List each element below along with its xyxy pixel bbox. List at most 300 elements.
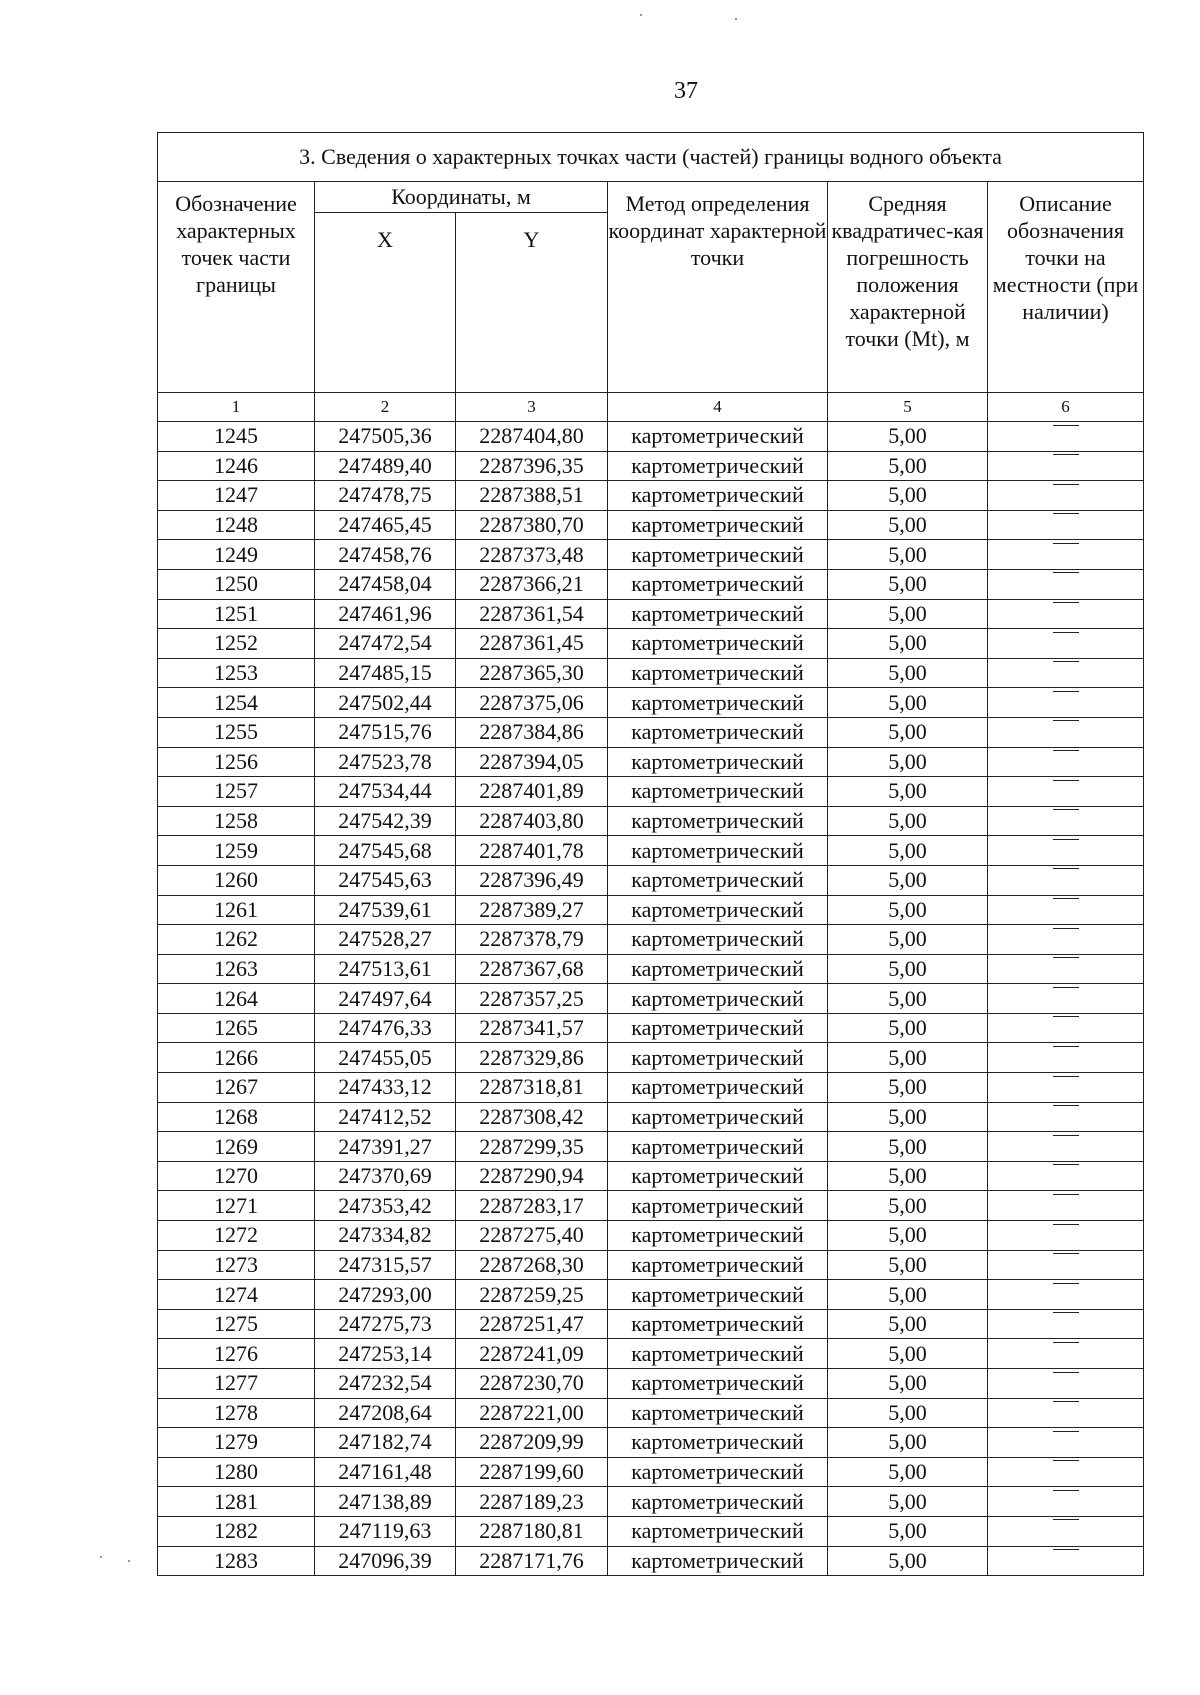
coord-y: 2287396,49 (456, 865, 608, 895)
method-cell: картометрический (608, 1428, 828, 1458)
coord-x: 247478,75 (315, 481, 456, 511)
coord-y: 2287361,54 (456, 599, 608, 629)
section-title: 3. Сведения о характерных точках части (частей) границы водного объекта (158, 133, 1144, 182)
coord-y: 2287403,80 (456, 806, 608, 836)
coord-x: 247182,74 (315, 1428, 456, 1458)
point-id: 1279 (158, 1428, 315, 1458)
mean-error-cell: 5,00 (828, 569, 988, 599)
method-cell: картометрический (608, 481, 828, 511)
dash-mark (1053, 987, 1079, 1012)
coord-y: 2287394,05 (456, 747, 608, 777)
coord-y: 2287241,09 (456, 1339, 608, 1369)
coord-x: 247545,63 (315, 865, 456, 895)
description-cell (988, 865, 1144, 895)
coord-x: 247497,64 (315, 984, 456, 1014)
description-cell (988, 658, 1144, 688)
method-cell: картометрический (608, 836, 828, 866)
table-row (158, 658, 1144, 688)
coord-y: 2287361,45 (456, 629, 608, 659)
method-cell: картометрический (608, 658, 828, 688)
coord-x: 247545,68 (315, 836, 456, 866)
description-cell (988, 1250, 1144, 1280)
description-cell (988, 1546, 1144, 1576)
point-id: 1248 (158, 510, 315, 540)
coord-x: 247485,15 (315, 658, 456, 688)
coord-y: 2287189,23 (456, 1487, 608, 1517)
coord-y: 2287404,80 (456, 422, 608, 452)
mean-error-cell: 5,00 (828, 1132, 988, 1162)
mean-error-cell: 5,00 (828, 1457, 988, 1487)
mean-error-cell: 5,00 (828, 865, 988, 895)
dash-mark (1053, 809, 1079, 834)
coord-x: 247458,76 (315, 540, 456, 570)
boundary-points-table (157, 132, 1144, 1576)
method-cell: картометрический (608, 688, 828, 718)
method-cell: картометрический (608, 1487, 828, 1517)
point-id: 1247 (158, 481, 315, 511)
coord-y: 2287318,81 (456, 1073, 608, 1103)
description-cell (988, 1280, 1144, 1310)
point-id: 1246 (158, 451, 315, 481)
coord-y: 2287388,51 (456, 481, 608, 511)
table-row (158, 1487, 1144, 1517)
mean-error-cell: 5,00 (828, 984, 988, 1014)
coord-x: 247253,14 (315, 1339, 456, 1369)
method-cell: картометрический (608, 1250, 828, 1280)
column-number: 2 (315, 393, 456, 422)
mean-error-cell: 5,00 (828, 1161, 988, 1191)
mean-error-cell: 5,00 (828, 777, 988, 807)
coord-y: 2287378,79 (456, 925, 608, 955)
dash-mark (1053, 1372, 1079, 1397)
point-id: 1259 (158, 836, 315, 866)
column-number: 5 (828, 393, 988, 422)
description-cell (988, 1457, 1144, 1487)
point-id: 1254 (158, 688, 315, 718)
table-row (158, 747, 1144, 777)
point-id: 1271 (158, 1191, 315, 1221)
dash-mark (1053, 1224, 1079, 1249)
table-row (158, 1221, 1144, 1251)
point-id: 1261 (158, 895, 315, 925)
method-cell: картометрический (608, 747, 828, 777)
mean-error-cell: 5,00 (828, 836, 988, 866)
dash-mark (1053, 1253, 1079, 1278)
dash-mark (1053, 1164, 1079, 1189)
coord-x: 247523,78 (315, 747, 456, 777)
coord-x: 247505,36 (315, 422, 456, 452)
column-number: 6 (988, 393, 1144, 422)
coord-x: 247542,39 (315, 806, 456, 836)
dash-mark (1053, 1105, 1079, 1130)
description-cell (988, 569, 1144, 599)
point-id: 1277 (158, 1369, 315, 1399)
table-body (158, 422, 1144, 1576)
header-coordinates: Координаты, м (315, 182, 608, 213)
point-id: 1266 (158, 1043, 315, 1073)
mean-error-cell: 5,00 (828, 1280, 988, 1310)
dash-mark (1053, 425, 1079, 450)
dash-mark (1053, 1135, 1079, 1160)
coord-y: 2287366,21 (456, 569, 608, 599)
mean-error-cell: 5,00 (828, 925, 988, 955)
description-cell (988, 777, 1144, 807)
description-cell (988, 984, 1144, 1014)
table-row (158, 422, 1144, 452)
description-cell (988, 1073, 1144, 1103)
coord-x: 247433,12 (315, 1073, 456, 1103)
dash-mark (1053, 1342, 1079, 1367)
table-row (158, 451, 1144, 481)
table-row (158, 1309, 1144, 1339)
coord-x: 247455,05 (315, 1043, 456, 1073)
description-cell (988, 1398, 1144, 1428)
method-cell: картометрический (608, 1516, 828, 1546)
dash-mark (1053, 1076, 1079, 1101)
description-cell (988, 1161, 1144, 1191)
description-cell (988, 1339, 1144, 1369)
header-method: Метод определения координат характерной точки (608, 182, 828, 393)
table-row (158, 569, 1144, 599)
dash-mark (1053, 454, 1079, 479)
mean-error-cell: 5,00 (828, 1250, 988, 1280)
dash-mark (1053, 957, 1079, 982)
scan-speck (128, 1560, 130, 1562)
method-cell: картометрический (608, 895, 828, 925)
point-id: 1270 (158, 1161, 315, 1191)
method-cell: картометрический (608, 629, 828, 659)
point-id: 1260 (158, 865, 315, 895)
mean-error-cell: 5,00 (828, 1398, 988, 1428)
method-cell: картометрический (608, 865, 828, 895)
table-row (158, 1428, 1144, 1458)
coord-y: 2287375,06 (456, 688, 608, 718)
mean-error-cell: 5,00 (828, 422, 988, 452)
mean-error-cell: 5,00 (828, 510, 988, 540)
coord-y: 2287308,42 (456, 1102, 608, 1132)
coord-x: 247412,52 (315, 1102, 456, 1132)
table-row (158, 1191, 1144, 1221)
coord-y: 2287199,60 (456, 1457, 608, 1487)
method-cell: картометрический (608, 717, 828, 747)
coord-y: 2287357,25 (456, 984, 608, 1014)
header-y: Y (456, 213, 608, 393)
description-cell (988, 806, 1144, 836)
coord-x: 247513,61 (315, 954, 456, 984)
description-cell (988, 836, 1144, 866)
coord-x: 247232,54 (315, 1369, 456, 1399)
coord-y: 2287401,78 (456, 836, 608, 866)
coord-x: 247161,48 (315, 1457, 456, 1487)
method-cell: картометрический (608, 1398, 828, 1428)
dash-mark (1053, 1016, 1079, 1041)
method-cell: картометрический (608, 1309, 828, 1339)
dash-mark (1053, 1312, 1079, 1337)
mean-error-cell: 5,00 (828, 1546, 988, 1576)
description-cell (988, 1191, 1144, 1221)
column-number: 1 (158, 393, 315, 422)
mean-error-cell: 5,00 (828, 599, 988, 629)
mean-error-cell: 5,00 (828, 688, 988, 718)
table-row (158, 1102, 1144, 1132)
table-row (158, 1457, 1144, 1487)
mean-error-cell: 5,00 (828, 629, 988, 659)
coord-x: 247370,69 (315, 1161, 456, 1191)
coord-y: 2287396,35 (456, 451, 608, 481)
point-id: 1263 (158, 954, 315, 984)
table-row (158, 895, 1144, 925)
mean-error-cell: 5,00 (828, 1102, 988, 1132)
table-row (158, 1013, 1144, 1043)
table-row (158, 777, 1144, 807)
point-id: 1250 (158, 569, 315, 599)
scan-speck (735, 18, 737, 20)
coord-y: 2287275,40 (456, 1221, 608, 1251)
coord-x: 247458,04 (315, 569, 456, 599)
mean-error-cell: 5,00 (828, 1487, 988, 1517)
mean-error-cell: 5,00 (828, 658, 988, 688)
column-number-row (158, 393, 1144, 422)
header-mean-error: Средняя квадратичес-кая погрешность положения характерной точки (Mt), м (828, 182, 988, 393)
scan-speck (100, 1556, 102, 1558)
page-number: 37 (674, 78, 698, 104)
dash-mark (1053, 1549, 1079, 1574)
point-id: 1265 (158, 1013, 315, 1043)
coord-y: 2287230,70 (456, 1369, 608, 1399)
header-description: Описание обозначения точки на местности (при наличии) (988, 182, 1144, 393)
description-cell (988, 1309, 1144, 1339)
point-id: 1245 (158, 422, 315, 452)
coord-y: 2287180,81 (456, 1516, 608, 1546)
coord-y: 2287299,35 (456, 1132, 608, 1162)
coord-x: 247539,61 (315, 895, 456, 925)
description-cell (988, 1013, 1144, 1043)
dash-mark (1053, 1431, 1079, 1456)
coord-y: 2287290,94 (456, 1161, 608, 1191)
mean-error-cell: 5,00 (828, 1221, 988, 1251)
dash-mark (1053, 868, 1079, 893)
description-cell (988, 895, 1144, 925)
point-id: 1269 (158, 1132, 315, 1162)
dash-mark (1053, 632, 1079, 657)
table-row (158, 865, 1144, 895)
dash-mark (1053, 691, 1079, 716)
coord-y: 2287373,48 (456, 540, 608, 570)
mean-error-cell: 5,00 (828, 540, 988, 570)
point-id: 1252 (158, 629, 315, 659)
description-cell (988, 925, 1144, 955)
mean-error-cell: 5,00 (828, 717, 988, 747)
coord-x: 247096,39 (315, 1546, 456, 1576)
mean-error-cell: 5,00 (828, 1309, 988, 1339)
coord-x: 247353,42 (315, 1191, 456, 1221)
dash-mark (1053, 928, 1079, 953)
method-cell: картометрический (608, 1457, 828, 1487)
coord-x: 247293,00 (315, 1280, 456, 1310)
point-id: 1282 (158, 1516, 315, 1546)
coord-y: 2287251,47 (456, 1309, 608, 1339)
method-cell: картометрический (608, 422, 828, 452)
table-row (158, 1339, 1144, 1369)
description-cell (988, 1369, 1144, 1399)
dash-mark (1053, 602, 1079, 627)
description-cell (988, 1132, 1144, 1162)
mean-error-cell: 5,00 (828, 1428, 988, 1458)
method-cell: картометрический (608, 451, 828, 481)
coord-x: 247476,33 (315, 1013, 456, 1043)
coord-y: 2287221,00 (456, 1398, 608, 1428)
point-id: 1275 (158, 1309, 315, 1339)
coord-x: 247472,54 (315, 629, 456, 659)
method-cell: картометрический (608, 1043, 828, 1073)
point-id: 1264 (158, 984, 315, 1014)
point-id: 1281 (158, 1487, 315, 1517)
dash-mark (1053, 1401, 1079, 1426)
coord-x: 247502,44 (315, 688, 456, 718)
coord-x: 247461,96 (315, 599, 456, 629)
header-point-designation: Обозначение характерных точек части границы (158, 182, 315, 393)
mean-error-cell: 5,00 (828, 1516, 988, 1546)
description-cell (988, 1043, 1144, 1073)
description-cell (988, 629, 1144, 659)
point-id: 1262 (158, 925, 315, 955)
dash-mark (1053, 1283, 1079, 1308)
point-id: 1278 (158, 1398, 315, 1428)
table-row (158, 717, 1144, 747)
coord-y: 2287283,17 (456, 1191, 608, 1221)
point-id: 1280 (158, 1457, 315, 1487)
table-row (158, 540, 1144, 570)
method-cell: картометрический (608, 540, 828, 570)
method-cell: картометрический (608, 1013, 828, 1043)
coord-x: 247528,27 (315, 925, 456, 955)
point-id: 1268 (158, 1102, 315, 1132)
mean-error-cell: 5,00 (828, 806, 988, 836)
coord-y: 2287171,76 (456, 1546, 608, 1576)
description-cell (988, 510, 1144, 540)
method-cell: картометрический (608, 510, 828, 540)
method-cell: картометрический (608, 777, 828, 807)
dash-mark (1053, 1519, 1079, 1544)
coord-x: 247391,27 (315, 1132, 456, 1162)
table-row (158, 1250, 1144, 1280)
description-cell (988, 1221, 1144, 1251)
coord-x: 247489,40 (315, 451, 456, 481)
dash-mark (1053, 1490, 1079, 1515)
coord-y: 2287209,99 (456, 1428, 608, 1458)
dash-mark (1053, 839, 1079, 864)
mean-error-cell: 5,00 (828, 954, 988, 984)
description-cell (988, 1102, 1144, 1132)
method-cell: картометрический (608, 954, 828, 984)
method-cell: картометрический (608, 1191, 828, 1221)
mean-error-cell: 5,00 (828, 1191, 988, 1221)
coord-x: 247208,64 (315, 1398, 456, 1428)
table-row (158, 1161, 1144, 1191)
column-number: 3 (456, 393, 608, 422)
method-cell: картометрический (608, 1369, 828, 1399)
method-cell: картометрический (608, 984, 828, 1014)
dash-mark (1053, 750, 1079, 775)
method-cell: картометрический (608, 1339, 828, 1369)
method-cell: картометрический (608, 1073, 828, 1103)
point-id: 1274 (158, 1280, 315, 1310)
point-id: 1258 (158, 806, 315, 836)
dash-mark (1053, 780, 1079, 805)
method-cell: картометрический (608, 806, 828, 836)
table-row (158, 836, 1144, 866)
dash-mark (1053, 543, 1079, 568)
mean-error-cell: 5,00 (828, 451, 988, 481)
column-number: 4 (608, 393, 828, 422)
coord-y: 2287401,89 (456, 777, 608, 807)
point-id: 1273 (158, 1250, 315, 1280)
table-row (158, 806, 1144, 836)
table-row (158, 629, 1144, 659)
point-id: 1267 (158, 1073, 315, 1103)
description-cell (988, 717, 1144, 747)
mean-error-cell: 5,00 (828, 1043, 988, 1073)
table-row (158, 954, 1144, 984)
dash-mark (1053, 661, 1079, 686)
dash-mark (1053, 513, 1079, 538)
coord-x: 247465,45 (315, 510, 456, 540)
point-id: 1253 (158, 658, 315, 688)
table-row (158, 688, 1144, 718)
description-cell (988, 451, 1144, 481)
table-row (158, 599, 1144, 629)
table-row (158, 925, 1144, 955)
coord-y: 2287259,25 (456, 1280, 608, 1310)
coord-x: 247515,76 (315, 717, 456, 747)
coord-y: 2287365,30 (456, 658, 608, 688)
method-cell: картометрический (608, 1546, 828, 1576)
mean-error-cell: 5,00 (828, 747, 988, 777)
table-row (158, 1043, 1144, 1073)
dash-mark (1053, 572, 1079, 597)
dash-mark (1053, 1194, 1079, 1219)
table-row (158, 1546, 1144, 1576)
coord-x: 247275,73 (315, 1309, 456, 1339)
point-id: 1256 (158, 747, 315, 777)
coord-y: 2287341,57 (456, 1013, 608, 1043)
table-row (158, 984, 1144, 1014)
description-cell (988, 1516, 1144, 1546)
point-id: 1249 (158, 540, 315, 570)
coord-y: 2287389,27 (456, 895, 608, 925)
description-cell (988, 422, 1144, 452)
method-cell: картометрический (608, 925, 828, 955)
point-id: 1255 (158, 717, 315, 747)
table-row (158, 1516, 1144, 1546)
coord-x: 247138,89 (315, 1487, 456, 1517)
description-cell (988, 747, 1144, 777)
mean-error-cell: 5,00 (828, 895, 988, 925)
description-cell (988, 688, 1144, 718)
description-cell (988, 954, 1144, 984)
method-cell: картометрический (608, 569, 828, 599)
table-row (158, 1073, 1144, 1103)
method-cell: картометрический (608, 599, 828, 629)
method-cell: картометрический (608, 1221, 828, 1251)
coord-y: 2287268,30 (456, 1250, 608, 1280)
point-id: 1251 (158, 599, 315, 629)
method-cell: картометрический (608, 1161, 828, 1191)
coord-x: 247119,63 (315, 1516, 456, 1546)
dash-mark (1053, 720, 1079, 745)
point-id: 1283 (158, 1546, 315, 1576)
coord-x: 247534,44 (315, 777, 456, 807)
